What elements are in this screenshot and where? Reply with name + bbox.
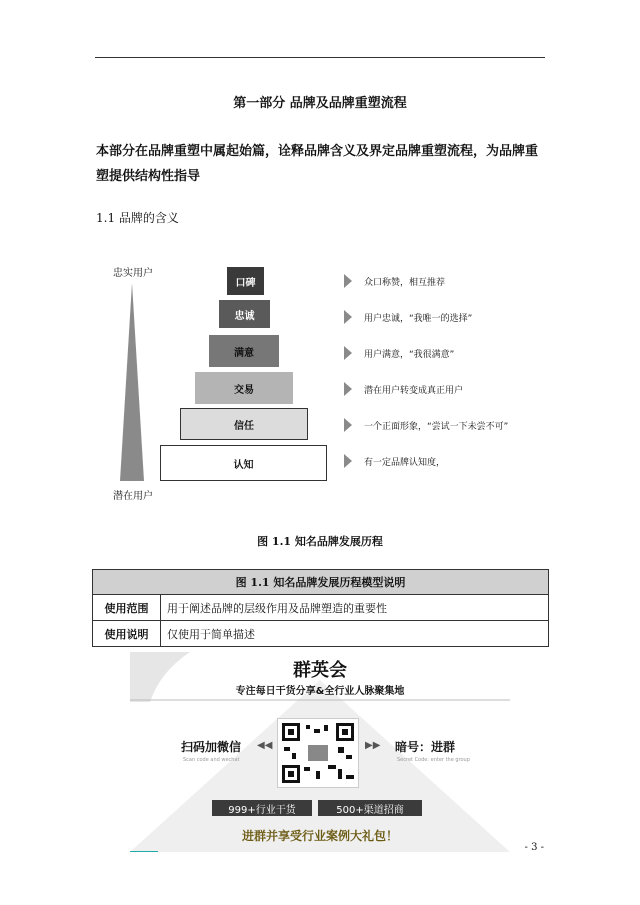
desc-row: 用户满意，“我很满意” <box>344 346 454 360</box>
bottom-user-label: 潜在用户 <box>113 491 153 502</box>
scan-label-small: Scan code and wechat <box>183 757 240 763</box>
figure-caption: 图 1.1 知名品牌发展历程 <box>257 535 383 548</box>
intro-paragraph: 本部分在品牌重塑中属起始篇，诠释品牌含义及界定品牌重塑流程，为品牌重塑提供结构性指导 <box>96 144 539 184</box>
level-transaction: 交易 <box>195 372 293 404</box>
row-label: 使用说明 <box>93 621 161 647</box>
arrow-icon <box>344 418 352 432</box>
table-header: 图 1.1 知名品牌发展历程模型说明 <box>93 570 549 595</box>
ad-title: 群英会 <box>293 660 347 681</box>
code-label: 暗号：进群 <box>395 740 456 754</box>
user-triangle <box>120 283 144 483</box>
level-satisfaction: 满意 <box>209 335 279 367</box>
desc-row: 众口称赞，相互推荐 <box>344 274 445 288</box>
header-rule <box>95 57 545 58</box>
top-user-label: 忠实用户 <box>113 268 153 279</box>
right-arrows-icon: ▶▶ <box>365 740 381 751</box>
arrow-icon <box>344 274 352 288</box>
ad-subtitle: 专注每日干货分享&全行业人脉聚集地 <box>235 686 405 697</box>
level-trust: 信任 <box>180 408 308 440</box>
level-word-of-mouth: 口碑 <box>227 267 264 295</box>
arrow-icon <box>344 346 352 360</box>
scan-label: 扫码加微信 <box>181 740 242 754</box>
row-value: 用于阐述品牌的层级作用及品牌塑造的重要性 <box>161 595 549 621</box>
chip-resources: 999+行业干货 <box>212 800 312 816</box>
page-number: - 3 - <box>524 842 544 853</box>
arrow-icon <box>344 382 352 396</box>
level-loyalty: 忠诚 <box>219 300 270 328</box>
desc-row: 用户忠诚，“我唯一的选择” <box>344 310 472 324</box>
level-awareness: 认知 <box>160 445 327 481</box>
qr-code[interactable] <box>277 718 359 788</box>
desc-row: 一个正面形象，“尝试一下未尝不可” <box>344 418 508 432</box>
code-label-small: Secret Code: enter the group <box>397 757 470 763</box>
desc-row: 潜在用户转变成真正用户 <box>344 382 463 396</box>
ad-bottom-text: 进群并享受行业案例大礼包！ <box>241 829 398 843</box>
left-arrows-icon: ◀◀ <box>257 740 273 751</box>
row-label: 使用范围 <box>93 595 161 621</box>
table-row <box>93 595 549 621</box>
row-value: 仅使用于简单描述 <box>161 621 549 647</box>
qr-icon <box>278 719 358 787</box>
arrow-icon <box>344 454 352 468</box>
arrow-icon <box>344 310 352 324</box>
page-title: 第一部分 品牌及品牌重塑流程 <box>233 96 407 111</box>
table-row <box>93 621 549 647</box>
model-table <box>92 569 549 647</box>
desc-row: 有一定品牌认知度， <box>344 454 445 468</box>
section-heading: 1.1 品牌的含义 <box>96 211 179 225</box>
chip-channels: 500+渠道招商 <box>318 800 422 816</box>
